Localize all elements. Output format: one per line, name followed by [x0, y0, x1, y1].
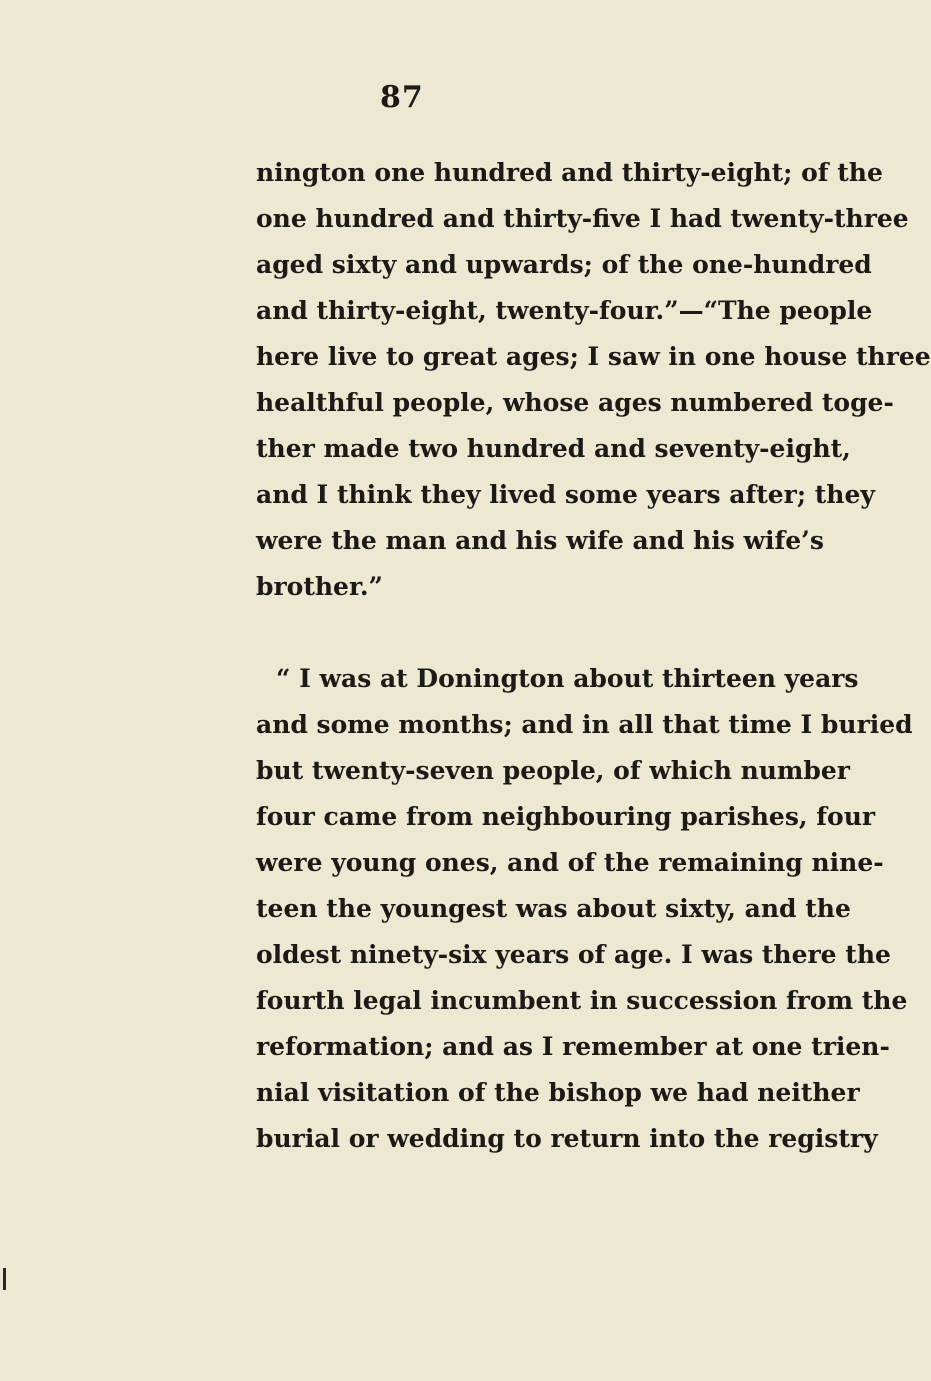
text-line: and I think they lived some years after; they — [256, 480, 875, 509]
paragraph-2 — [256, 656, 913, 1162]
body-text — [256, 150, 931, 1208]
text-line: and some months; and in all that time I buried — [256, 710, 913, 739]
text-line: teen the youngest was about sixty, and the — [256, 894, 851, 923]
text-line: nington one hundred and thirty-eight; of the — [256, 158, 883, 187]
text-line: four came from neighbouring parishes, four — [256, 802, 876, 831]
margin-mark — [3, 1268, 6, 1290]
text-line: but twenty-seven people, of which number — [256, 756, 850, 785]
text-line: nial visitation of the bishop we had neither — [256, 1078, 860, 1107]
text-line: “ I was at Donington about thirteen years — [276, 664, 859, 693]
text-line: healthful people, whose ages numbered toge- — [256, 388, 894, 417]
text-line: ther made two hundred and seventy-eight, — [256, 434, 851, 463]
text-line: oldest ninety-six years of age. I was there the — [256, 940, 891, 969]
text-line: reformation; and as I remember at one trien- — [256, 1032, 890, 1061]
text-line: were young ones, and of the remaining nine- — [256, 848, 884, 877]
text-line: burial or wedding to return into the registry — [256, 1124, 878, 1153]
text-line: here live to great ages; I saw in one house three — [256, 342, 931, 371]
paragraph-1 — [256, 150, 931, 610]
text-line: and thirty-eight, twenty-four.”—“The people — [256, 296, 873, 325]
text-line: fourth legal incumbent in succession from the — [256, 986, 908, 1015]
page-number: 87 — [380, 80, 424, 115]
text-line: one hundred and thirty-five I had twenty-three — [256, 204, 909, 233]
text-line: aged sixty and upwards; of the one-hundred — [256, 250, 872, 279]
text-line: were the man and his wife and his wife’s — [256, 526, 824, 555]
text-line: brother.” — [256, 572, 383, 601]
